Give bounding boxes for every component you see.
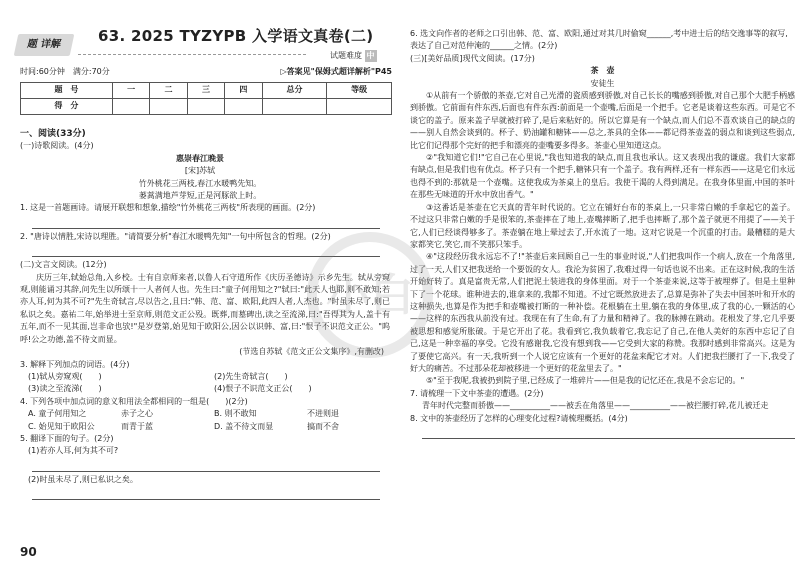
difficulty-box bbox=[330, 50, 377, 62]
classical-passage: 庆历三年,轼始总角,入乡校。士有自京师来者,以鲁人石守道所作《庆历圣德诗》示乡先生。轼从旁窥观,则能诵习其辞,问先生以所颂十一人者何人也。先生曰:"童子何用知之?"轼曰:"此天人也耶,则不敢知;若亦人耳,何为其不可?"先生奇轼言,尽以告之,且曰:"韩、范、富、欧阳,此四人者,人杰也。"时虽未尽了,则已私识之矣。嘉祐二年,始举进士至京师,则范文正公殁。既葬,而墓碑出,读之至流涕,曰:"吾得其为人,盖十有五年,而不一见其面,岂非命也欤!"是岁登第,始见知于欧阳公,因公以识韩、富,曰:"恨子不识范文正公。"呜呼!公之功德,盖不待文而显。 bbox=[20, 272, 390, 344]
q3-option: (2)先生奇轼言( ) bbox=[214, 371, 288, 381]
watermark-text: 小白 bbox=[326, 270, 414, 321]
question-8: 8. 文中的茶壶经历了怎样的心理变化过程?请梳理概括。(4分) bbox=[410, 413, 628, 423]
answer-line[interactable] bbox=[32, 460, 380, 472]
essay-paragraph: ⑤"至于我呢,我被扔到院子里,已经成了一堆碎片——但是我的记忆还在,我是不会忘记的。" bbox=[426, 376, 745, 386]
essay-paragraph: ②"我知道它们!"它自己在心里说,"我也知道我的缺点,而且我也承认。这又表现出我的谦虚。我们大家都有缺点,但是我们也有优点。杯子只有一个把手,糖钵只有一个盖子。我有两样,还有一样东西——这是它们永远也得不到的:那就是一个壶嘴。这使我成为茶桌上的皇后。我使干渴的人得到满足。在我身体里面,中国的茶叶在那些无味道的开水中放出香气。" bbox=[410, 153, 795, 200]
score-blank[interactable] bbox=[150, 99, 187, 115]
exam-meta bbox=[20, 66, 392, 78]
q4-options bbox=[28, 421, 400, 433]
question-3: 3. 解释下列加点的词语。(4分) bbox=[20, 359, 130, 369]
q3-options bbox=[28, 383, 400, 395]
time-score: 时间:60分钟 满分:70分 bbox=[20, 67, 110, 76]
q5-sentence: (2)时虽未尽了,则已私识之矣。 bbox=[28, 474, 138, 484]
score-cell: 一 bbox=[112, 83, 149, 99]
q4-option[interactable]: B. 则不敢知 bbox=[214, 409, 257, 419]
score-blank[interactable] bbox=[327, 99, 392, 115]
essay-author: 安徒生 bbox=[590, 78, 615, 88]
q4-option: 搞而不舍 bbox=[307, 421, 339, 431]
score-cell: 题 号 bbox=[21, 83, 113, 99]
brand-logo: 题 详解 bbox=[14, 34, 75, 56]
score-table bbox=[20, 82, 392, 115]
question-7: 7. 请梳理一下文中茶壶的遭遇。(2分) bbox=[410, 388, 544, 398]
answer-line[interactable] bbox=[422, 427, 795, 439]
q4-option: 而青于蓝 bbox=[121, 421, 153, 431]
title-underline bbox=[78, 54, 306, 55]
subsection-heading: (二)文言文阅读。(12分) bbox=[20, 260, 107, 270]
score-value-row bbox=[21, 99, 392, 115]
subsection-heading: (一)诗歌阅读。(4分) bbox=[20, 141, 94, 151]
q5-sentence: (1)若亦人耳,何为其不可? bbox=[28, 446, 119, 456]
answer-ref: ▷答案见"保姆式超详解析"P45 bbox=[280, 67, 392, 76]
section-heading: 一、阅读(33分) bbox=[20, 129, 86, 139]
q3-option: (3)读之至流涕( ) bbox=[28, 384, 102, 394]
q3-option: (1)轼从旁窥观( ) bbox=[28, 371, 102, 381]
poem-title: 惠崇春江晚景 bbox=[176, 153, 224, 163]
poem-line: 蒌蒿满地芦芽短,正是河豚欲上时。 bbox=[138, 191, 262, 201]
q4-option: 赤子之心 bbox=[121, 409, 153, 419]
score-cell: 三 bbox=[187, 83, 224, 99]
question-6: 6. 选文向作者的老师之口引出韩、范、富、欧阳,通过对其几时偷窥______,考中进士后的结交逸事等的叙写,表达了自己对范仲淹的______之情。(2分) bbox=[410, 29, 788, 51]
score-blank[interactable] bbox=[225, 99, 262, 115]
score-blank[interactable] bbox=[187, 99, 224, 115]
poem-line: 竹外桃花三两枝,春江水暖鸭先知。 bbox=[138, 178, 262, 188]
score-blank[interactable] bbox=[112, 99, 149, 115]
q3-option: (4)恨子不识范文正公( ) bbox=[214, 384, 312, 394]
subsection-heading: (三)[美好品质]现代文阅读。(17分) bbox=[410, 53, 535, 63]
q3-options bbox=[28, 371, 400, 383]
score-blank[interactable] bbox=[262, 99, 327, 115]
question-4: 4. 下列各项中加点词的意义和用法全都相同的一组是( )(2分) bbox=[20, 396, 248, 406]
question-2: 2. "唐诗以情胜,宋诗以理胜。"请简要分析"春江水暖鸭先知"一句中所包含的哲理。(2分) bbox=[20, 231, 331, 241]
score-header-row bbox=[21, 83, 392, 99]
question-1: 1. 这是一首题画诗。请展开联想和想象,描绘"竹外桃花三两枝"所表现的画面。(2分) bbox=[20, 203, 316, 213]
score-cell: 二 bbox=[150, 83, 187, 99]
q4-options bbox=[28, 408, 400, 420]
poem-author: [宋]苏轼 bbox=[184, 166, 216, 176]
watermark-logo bbox=[300, 230, 440, 360]
answer-line[interactable] bbox=[32, 217, 380, 229]
page-number: 90 bbox=[20, 545, 37, 559]
right-body bbox=[410, 28, 795, 441]
q4-option[interactable]: D. 盖不待文而显 bbox=[214, 421, 274, 431]
q4-option[interactable]: A. 童子何用知之 bbox=[28, 409, 87, 419]
essay-title: 茶 壶 bbox=[590, 66, 615, 76]
exam-title: 63. 2025 TYZYPB 入学语文真卷(二) bbox=[98, 27, 374, 45]
score-cell: 四 bbox=[225, 83, 262, 99]
difficulty-level-badge: 中 bbox=[365, 50, 377, 62]
q4-option[interactable]: C. 始见知于欧阳公 bbox=[28, 421, 95, 431]
score-cell: 等级 bbox=[327, 83, 392, 99]
essay-paragraph: ③这番话是茶壶在它天真的青年时代说的。它立在铺好台布的茶桌上,一只非常白嫩的手拿起它的盖子。不过这只非常白嫩的手是很笨的,茶壶摔在了地上,壶嘴摔断了,把手也摔断了,那个盖子就更不用提了——关于它,人们已经谈得够多了。茶壶躺在地上晕过去了,开水流了一地。这对它说是一个沉重的打击。最糟糕的是大家都笑它,笑它,而不笑那只笨手。 bbox=[410, 202, 795, 249]
question-5: 5. 翻译下面的句子。(2分) bbox=[20, 433, 114, 443]
essay-paragraph: ①从前有一个骄傲的茶壶,它对自己光滑的瓷质感到骄傲,对自己长长的嘴感到骄傲,对自己那个大肥手柄感到骄傲。它前面有件东西,后面也有件东西:前面是一个壶嘴,后面是一个把手。它老是谈着这些东西。可是它不谈它的盖子。原来盖子早就被打碎了,是后来粘好的。所以它算是有一个缺点,而人们总不喜欢谈自己的缺点的——别人自然会谈到的。杯子、奶油罐和糖钵——总之,茶具的全体——都记得茶壶盖的弱点和谈到这些弱点,比它们记得那个完好的把手和漂亮的壶嘴要多得多。茶壶心里知道这点。 bbox=[410, 91, 795, 150]
score-cell: 总分 bbox=[262, 83, 327, 99]
q4-option: 不进则退 bbox=[307, 409, 339, 419]
essay-paragraph: ④"这段经历我永远忘不了!"茶壶后来回顾自己一生的事业时说,"人们把我叫作一个病人,放在一个角落里,过了一天,人们又把我送给一个要饭的女人。我沦为贫困了,我难过得一句话也说不出来。正在这时候,我的生活开始好转了。真是富贵无常,人们把泥土装进我的身体里面。对于一个茶壶来说,这等于被埋葬了。但是土里种下了一个花球。谁种进去的,谁拿来的,我都不知道。不过它既然放进去了,总算是弥补了失去中国茶叶和开水的这种损失,也算是作为把手和壶嘴被打断的一种补偿。花根躺在土里,躺在我的身体里,成了我的心,一颗活的心——这样的东西我从前没有过。我现在有了生命,有了力量和精神了。我的脉搏在跳动。花根发了芽,它几乎要被思想和感觉所胀破。于是它开出了花。我看到它,我负载着它,我忘记了自己,在他人美好的东西中忘记了自己,这是一种幸福的享受。它没有感谢我,它没有想到我——它受到大家的称赞。我那时感到非常高兴。这是为了要使它高兴。有一天,我听到一个人说它应该有一个更好的花盆来配它才对。人们把我拦腰打了一下,我受了好大的痛苦。不过那朵花却被移进一个更好的花盆里去了。" bbox=[410, 252, 795, 373]
passage-source: (节选自苏轼《范文正公文集序》,有删改) bbox=[239, 347, 384, 357]
answer-line[interactable] bbox=[32, 488, 380, 500]
q7-flow[interactable]: 青年时代完整而骄傲——__________——被丢在角落里——__________——被拦腰打碎,花儿被迁走 bbox=[422, 401, 769, 411]
difficulty-label: 试题难度 bbox=[330, 51, 362, 60]
score-cell: 得 分 bbox=[21, 99, 113, 115]
